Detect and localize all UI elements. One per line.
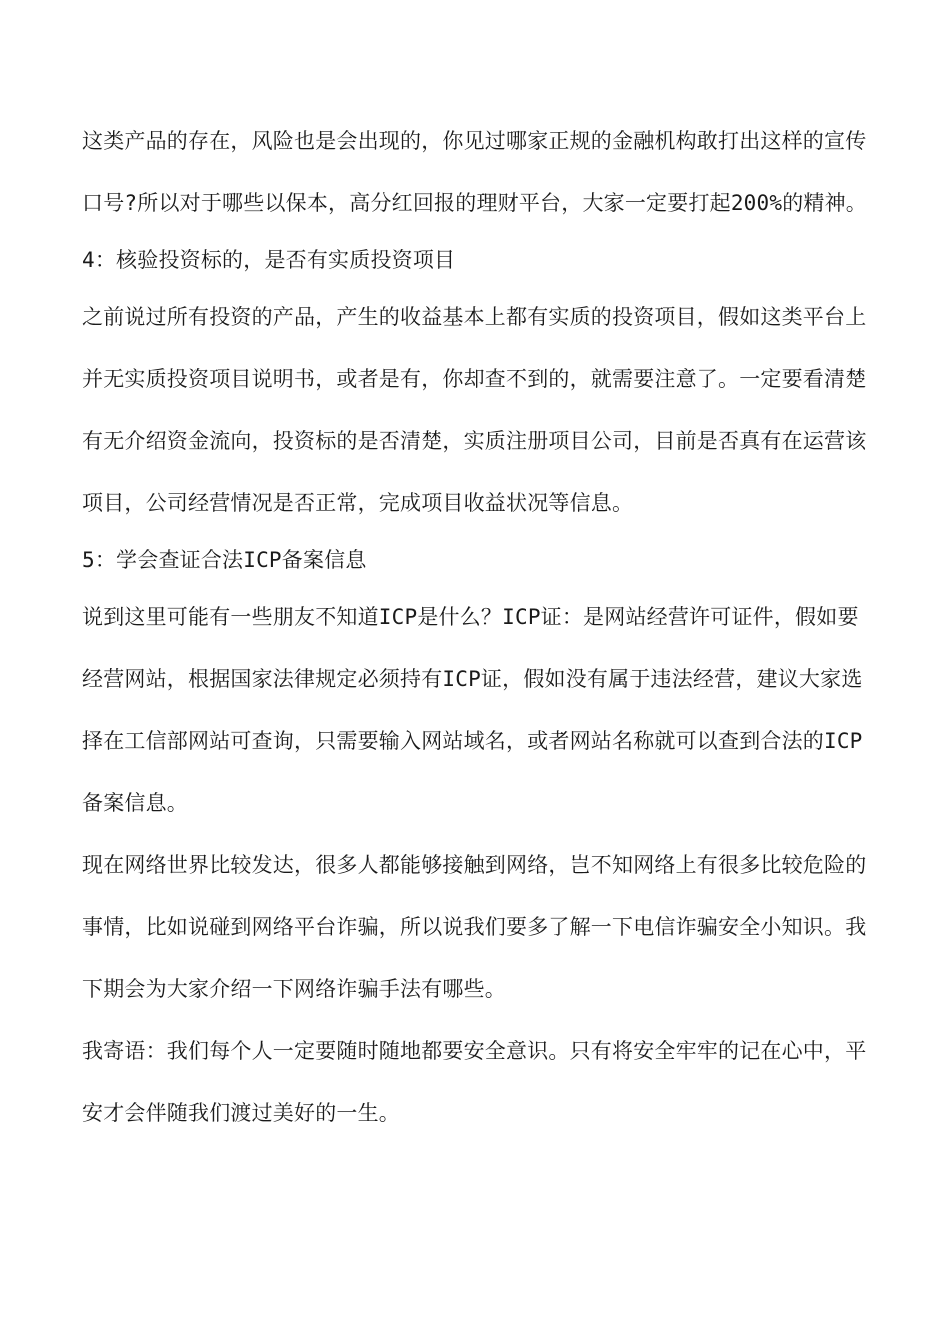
paragraph-closing-message: 我寄语：我们每个人一定要随时随地都要安全意识。只有将安全牢牢的记在心中，平安才会伴随我们渡过美好的一生。 xyxy=(82,1039,867,1125)
paragraph-network-fraud: 现在网络世界比较发达，很多人都能够接触到网络，岂不知网络上有很多比较危险的事情，比如说碰到网络平台诈骗，所以说我们要多了解一下电信诈骗安全小知识。我下期会为大家介绍一下网络诈骗手法有哪些。 xyxy=(82,853,867,1001)
paragraph-risk-warning: 这类产品的存在，风险也是会出现的，你见过哪家正规的金融机构敢打出这样的宣传口号?所以对于哪些以保本，高分红回报的理财平台，大家一定要打起200%的精神。 xyxy=(82,129,868,215)
paragraph-icp-info: 说到这里可能有一些朋友不知道ICP是什么？ICP证：是网站经营许可证件，假如要经营网站，根据国家法律规定必须持有ICP证，假如没有属于违法经营，建议大家选择在工信部网站可查询，只需要输入网站域名，或者网站名称就可以查到合法的ICP备案信息。 xyxy=(82,605,863,815)
document-body xyxy=(82,110,872,1144)
paragraph-verify-investment: 之前说过所有投资的产品，产生的收益基本上都有实质的投资项目，假如这类平台上并无实质投资项目说明书，或者是有，你却查不到的，就需要注意了。一定要看清楚有无介绍资金流向，投资标的是否清楚，实质注册项目公司，目前是否真有在运营该项目，公司经营情况是否正常，完成项目收益状况等信息。 xyxy=(82,305,867,515)
section-heading-5: 5：学会查证合法ICP备案信息 xyxy=(82,548,367,572)
section-heading-4: 4：核验投资标的，是否有实质投资项目 xyxy=(82,248,456,272)
